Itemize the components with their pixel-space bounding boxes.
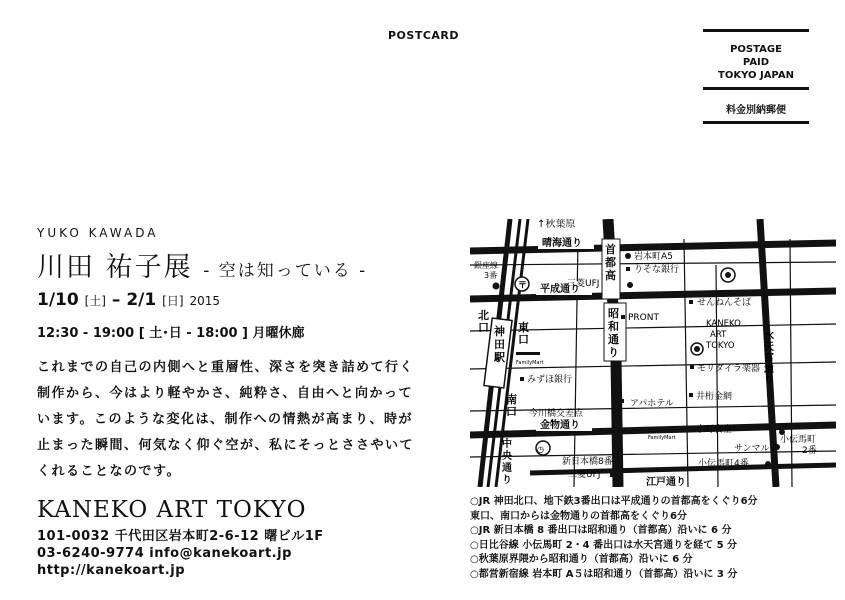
exhibition-title: [37, 245, 367, 284]
stamp-paid: PAID: [742, 57, 770, 68]
sennen: せんねんそば: [697, 298, 752, 308]
north-exit: 北口: [478, 309, 489, 334]
artist-statement: [37, 355, 447, 485]
statement-line: くれることなのです。: [37, 464, 181, 479]
kaneko-label3: TOKYO: [706, 341, 735, 351]
stamp-mid-rule: [703, 87, 809, 90]
access-line: ○日比谷線 小伝馬町 2・4 番出口は水天宮通りを経て 5 分: [470, 539, 738, 551]
harumi-label: 晴海通り: [542, 238, 582, 249]
ginza3-dot: [493, 283, 500, 290]
familymart-icon: [648, 430, 672, 433]
kodenma2: 小伝馬町: [780, 435, 817, 445]
kodenma2b: 2番: [802, 446, 817, 456]
gallery-address: 101-0032 千代田区岩本町2-6-12 曙ビル1F: [37, 529, 324, 544]
statement-line: 制作から、今はより軽やかさ、純粋さ、自由へと向かって: [37, 386, 413, 401]
stamp-japanese: 料金別納郵便: [726, 105, 786, 116]
gallery-address-block: [37, 528, 324, 579]
gallery-contact[interactable]: 03-6240-9774 info@kanekoart.jp: [37, 546, 292, 561]
statement-line: 止まった瞬間、何気なく仰ぐ空が、私にそっとささやいて: [37, 438, 415, 453]
access-line: 東口、南口からは金物通りの首都高をくぐり6分: [470, 510, 687, 522]
end-date: 2/1: [126, 290, 157, 310]
shinnihonbashi: 新日本橋8番: [562, 457, 613, 467]
risona: りそな銀行: [634, 265, 680, 275]
ginza3-label: 銀座線 3番: [474, 261, 498, 280]
start-day: [土]: [84, 294, 106, 308]
stamp-top-rule: [703, 29, 809, 32]
end-day: [日]: [162, 294, 184, 308]
access-line: ○都営新宿線 岩本町 A５は昭和通り（首都高）沿いに 3 分: [470, 568, 738, 580]
mizuho: みずほ銀行: [527, 375, 573, 385]
mufg1: 三菱UFJ: [567, 279, 600, 289]
metro-icon-glyph: 〒: [518, 281, 528, 291]
access-line: ○JR 神田北口、地下鉄3番出口は平成通りの首都高をくぐり6分: [470, 496, 758, 507]
access-line: ○秋葉原界隈から昭和通り（首都高）沿いに 6 分: [470, 554, 693, 565]
komachi: 小町食堂: [696, 425, 733, 435]
year: 2015: [189, 294, 220, 308]
iwamoto-a5: 岩本町A5: [634, 252, 673, 262]
stamp-bottom-rule: [703, 121, 809, 124]
kodenma4: 小伝馬町4番: [698, 459, 749, 469]
kinbutsu-label: 金物通り: [540, 420, 580, 431]
postcard-label: POSTCARD: [388, 29, 460, 42]
kaneko-label2: ART: [710, 330, 727, 340]
familymart-icon: [516, 352, 540, 355]
familymart1: FamilyMart: [516, 360, 544, 366]
edo-label: 江戸通り: [646, 477, 686, 487]
gallery-url[interactable]: http://kanekoart.jp: [37, 563, 185, 578]
poi-circle: [725, 272, 731, 278]
imagawa: 今川橋交差点: [529, 409, 584, 419]
akihabara-label: ↑秋葉原: [537, 219, 576, 230]
apa: アパホテル: [630, 399, 674, 409]
start-date: 1/10: [37, 290, 79, 310]
familymart2: FamilyMart: [648, 435, 676, 441]
exhibition-dates: [37, 290, 220, 310]
heisei-label: 平成通り: [540, 284, 580, 295]
south-exit: 南口: [506, 393, 517, 418]
gallery-name: KANEKO ART TOKYO: [37, 497, 307, 523]
kaneko-label1: KANEKO: [706, 319, 741, 329]
svg-text:◷: ◷: [537, 445, 544, 454]
shuto-label: 首都高: [605, 243, 616, 282]
stamp-tokyo-japan: TOKYO JAPAN: [718, 70, 794, 81]
title-main: 川田 祐子展: [37, 252, 193, 283]
pront: PRONT: [628, 313, 659, 323]
east-exit: 東口: [518, 321, 529, 346]
access-directions: [470, 495, 758, 582]
station-label: 神田駅: [494, 325, 505, 364]
showa-label: 昭和通り: [608, 307, 619, 359]
statement-line: これまでの自己の内側へと重層性、深さを突き詰めて行く: [37, 360, 415, 375]
sunmarc: サンマルク: [734, 444, 779, 454]
artist-name-en: YUKO KAWADA: [37, 226, 159, 240]
stamp-postage: POSTAGE: [730, 44, 782, 55]
igeta: 井桁金網: [696, 392, 733, 402]
mufg2: 三菱UFJ: [568, 470, 601, 480]
access-line: ○JR 新日本橋 8 番出口は昭和通り（首都高）沿いに 6 分: [470, 525, 732, 536]
opening-hours: 12:30 - 19:00 [ 土･日 - 18:00 ] 月曜休廊: [37, 326, 305, 341]
chuo-label: 中央通り: [502, 439, 512, 486]
access-map: [470, 219, 836, 487]
moridaira: モリダイラ楽器: [697, 364, 760, 374]
date-dash: –: [111, 290, 121, 310]
title-subtitle: - 空は知っている -: [203, 261, 368, 281]
suitengu-label: 水天宮通り: [764, 331, 774, 386]
statement-line: います。このような変化は、制作への情熱が高まり、時が: [37, 412, 413, 427]
